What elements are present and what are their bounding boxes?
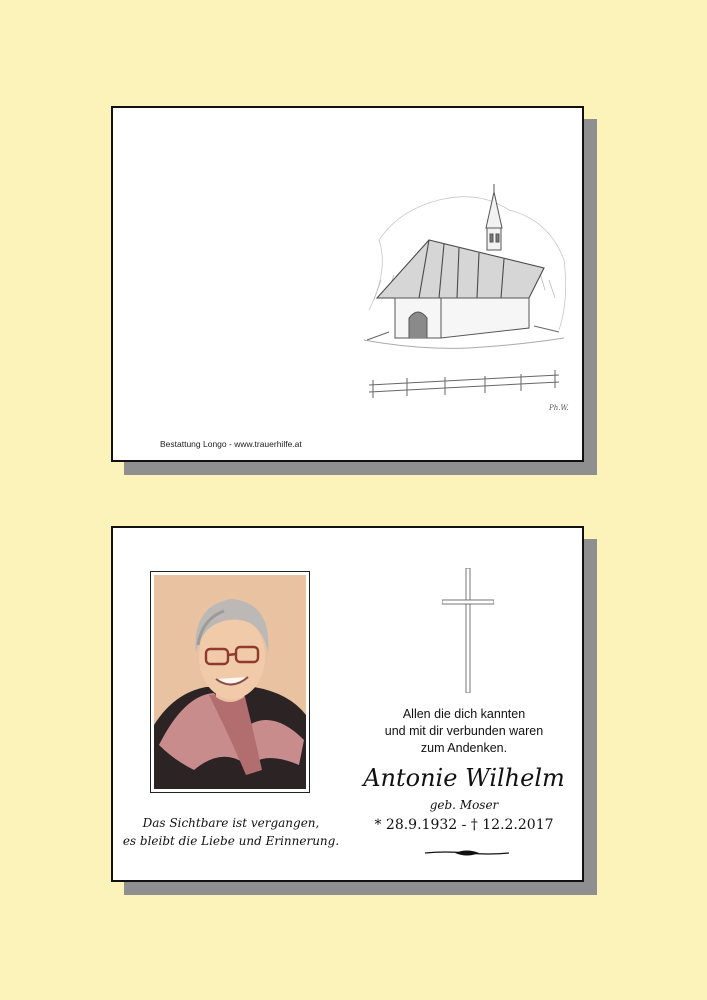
deceased-name: Antonie Wilhelm [363, 764, 565, 792]
chapel-sketch [359, 180, 571, 420]
maiden-name: geb. Moser [429, 798, 499, 812]
sketch-signature: Ph.W. [549, 404, 569, 412]
funeral-home-credit: Bestattung Longo - www.trauerhilfe.at [160, 439, 302, 449]
cross-icon [442, 568, 494, 693]
life-dates: * 28.9.1932 - † 12.2.2017 [374, 817, 554, 833]
ornament-divider [425, 848, 509, 858]
quote-line-1: Das Sichtbare ist vergangen, [142, 816, 320, 830]
quote-line-2: es bleibt die Liebe und Erinnerung. [122, 834, 340, 848]
verse-line-3: zum Andenken. [420, 741, 508, 755]
portrait-image [154, 575, 306, 789]
verse-line-2: und mit dir verbunden waren [384, 724, 544, 738]
portrait-photo [150, 571, 310, 793]
verse-line-1: Allen die dich kannten [402, 707, 526, 721]
inner-card [111, 526, 584, 882]
front-card [111, 106, 584, 462]
